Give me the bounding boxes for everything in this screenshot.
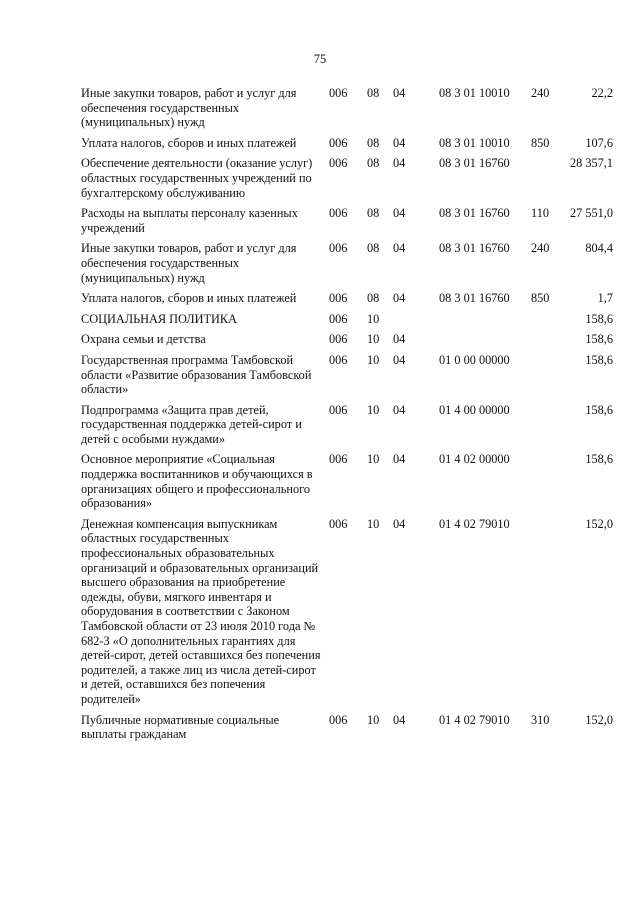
subsection-code: 04	[393, 352, 406, 367]
department-code: 006	[329, 135, 348, 150]
expense-type-code: 240	[531, 241, 550, 256]
table-row	[81, 713, 613, 742]
expense-type-code: 850	[531, 291, 550, 306]
amount: 158,6	[585, 311, 613, 326]
section-code: 10	[367, 516, 380, 531]
subsection-code: 04	[393, 241, 406, 256]
subsection-code: 04	[393, 516, 406, 531]
amount: 152,0	[585, 516, 613, 531]
department-code: 006	[329, 712, 348, 727]
amount: 158,6	[585, 332, 613, 347]
subsection-code: 04	[393, 206, 406, 221]
table-row	[81, 291, 613, 306]
target-item-code: 01 4 02 00000	[439, 452, 510, 467]
department-code: 006	[329, 311, 348, 326]
amount: 28 357,1	[569, 156, 613, 171]
table-row	[81, 353, 613, 397]
item-name: Охрана семьи и детства	[81, 332, 206, 347]
expense-type-code: 240	[531, 86, 550, 100]
amount: 152,0	[585, 712, 613, 727]
section-code: 08	[367, 241, 380, 256]
amount: 158,6	[585, 452, 613, 467]
department-code: 006	[329, 291, 348, 306]
amount: 1,7	[597, 291, 613, 306]
amount: 22,2	[591, 86, 613, 100]
item-name: Государственная программа Тамбовской области «Развитие образования Тамбовской области»	[81, 352, 312, 397]
target-item-code: 01 4 02 79010	[439, 516, 510, 531]
subsection-code: 04	[393, 452, 406, 467]
expense-type-code: 310	[531, 712, 550, 727]
department-code: 006	[329, 206, 348, 221]
table-row	[81, 452, 613, 510]
item-name: Иные закупки товаров, работ и услуг для обеспечения государственных (муниципальных) нужд	[81, 241, 297, 285]
item-name: Публичные нормативные социальные выплаты гражданам	[81, 712, 280, 742]
item-name: СОЦИАЛЬНАЯ ПОЛИТИКА	[81, 311, 238, 326]
subsection-code: 04	[393, 332, 406, 347]
section-code: 08	[367, 86, 380, 100]
table-row	[81, 206, 613, 235]
department-code: 006	[329, 352, 348, 367]
amount: 27 551,0	[569, 206, 613, 221]
expense-type-code: 850	[531, 135, 550, 150]
section-code: 10	[367, 352, 380, 367]
department-code: 006	[329, 452, 348, 467]
section-code: 10	[367, 402, 380, 417]
amount: 158,6	[585, 352, 613, 367]
item-name: Уплата налогов, сборов и иных платежей	[81, 291, 297, 306]
item-name: Уплата налогов, сборов и иных платежей	[81, 135, 297, 150]
section-code: 10	[367, 452, 380, 467]
department-code: 006	[329, 516, 348, 531]
subsection-code: 04	[393, 86, 406, 100]
item-name: Основное мероприятие «Социальная поддержка воспитанников и обучающихся в организациях общего и профессионального образования»	[81, 452, 313, 511]
budget-table	[81, 86, 613, 748]
section-code: 08	[367, 206, 380, 221]
section-code: 10	[367, 712, 380, 727]
table-row	[81, 136, 613, 151]
subsection-code: 04	[393, 156, 406, 171]
table-row	[81, 312, 613, 327]
amount: 107,6	[585, 135, 613, 150]
target-item-code: 08 3 01 16760	[439, 156, 510, 171]
table-row	[81, 241, 613, 285]
subsection-code: 04	[393, 712, 406, 727]
department-code: 006	[329, 156, 348, 171]
table-row	[81, 156, 613, 200]
department-code: 006	[329, 86, 348, 100]
subsection-code: 04	[393, 402, 406, 417]
item-name: Подпрограмма «Защита прав детей, государственная поддержка детей-сирот и детей с особыми нуждами»	[81, 402, 302, 446]
amount: 158,6	[585, 402, 613, 417]
section-code: 08	[367, 156, 380, 171]
expense-type-code: 110	[531, 206, 549, 221]
amount: 804,4	[585, 241, 613, 256]
table-row	[81, 517, 613, 707]
page-number: 75	[313, 52, 327, 66]
target-item-code: 08 3 01 16760	[439, 206, 510, 221]
table-row	[81, 332, 613, 347]
item-name: Денежная компенсация выпускникам областных государственных профессиональных образовательных организаций и образовательных организаций высшего образования на приобретение одежды, обуви, мягкого инвентаря и оборудования в соответствии с Законом Тамбовской области от 23 июля 2010 года № 682-З «О дополнительных гарантиях для детей-сирот, детей оставшихся без попечения родителей, а также лиц из числа детей-сирот и детей, оставшихся без попечения родителей»	[81, 516, 321, 706]
item-name: Обеспечение деятельности (оказание услуг) областных государственных учреждений по бухгалтерскому обслуживанию	[81, 156, 313, 200]
item-name: Иные закупки товаров, работ и услуг для обеспечения государственных (муниципальных) нужд	[81, 86, 297, 130]
target-item-code: 01 4 02 79010	[439, 712, 510, 727]
target-item-code: 08 3 01 10010	[439, 135, 510, 150]
table-row	[81, 403, 613, 447]
item-name: Расходы на выплаты персоналу казенных учреждений	[81, 206, 298, 235]
target-item-code: 08 3 01 16760	[439, 241, 510, 256]
subsection-code: 04	[393, 135, 406, 150]
section-code: 10	[367, 332, 380, 347]
table-row	[81, 86, 613, 130]
target-item-code: 01 0 00 00000	[439, 352, 510, 367]
target-item-code: 08 3 01 16760	[439, 291, 510, 306]
target-item-code: 08 3 01 10010	[439, 86, 510, 100]
target-item-code: 01 4 00 00000	[439, 402, 510, 417]
section-code: 10	[367, 311, 380, 326]
section-code: 08	[367, 291, 380, 306]
subsection-code: 04	[393, 291, 406, 306]
department-code: 006	[329, 332, 348, 347]
section-code: 08	[367, 135, 380, 150]
department-code: 006	[329, 241, 348, 256]
department-code: 006	[329, 402, 348, 417]
